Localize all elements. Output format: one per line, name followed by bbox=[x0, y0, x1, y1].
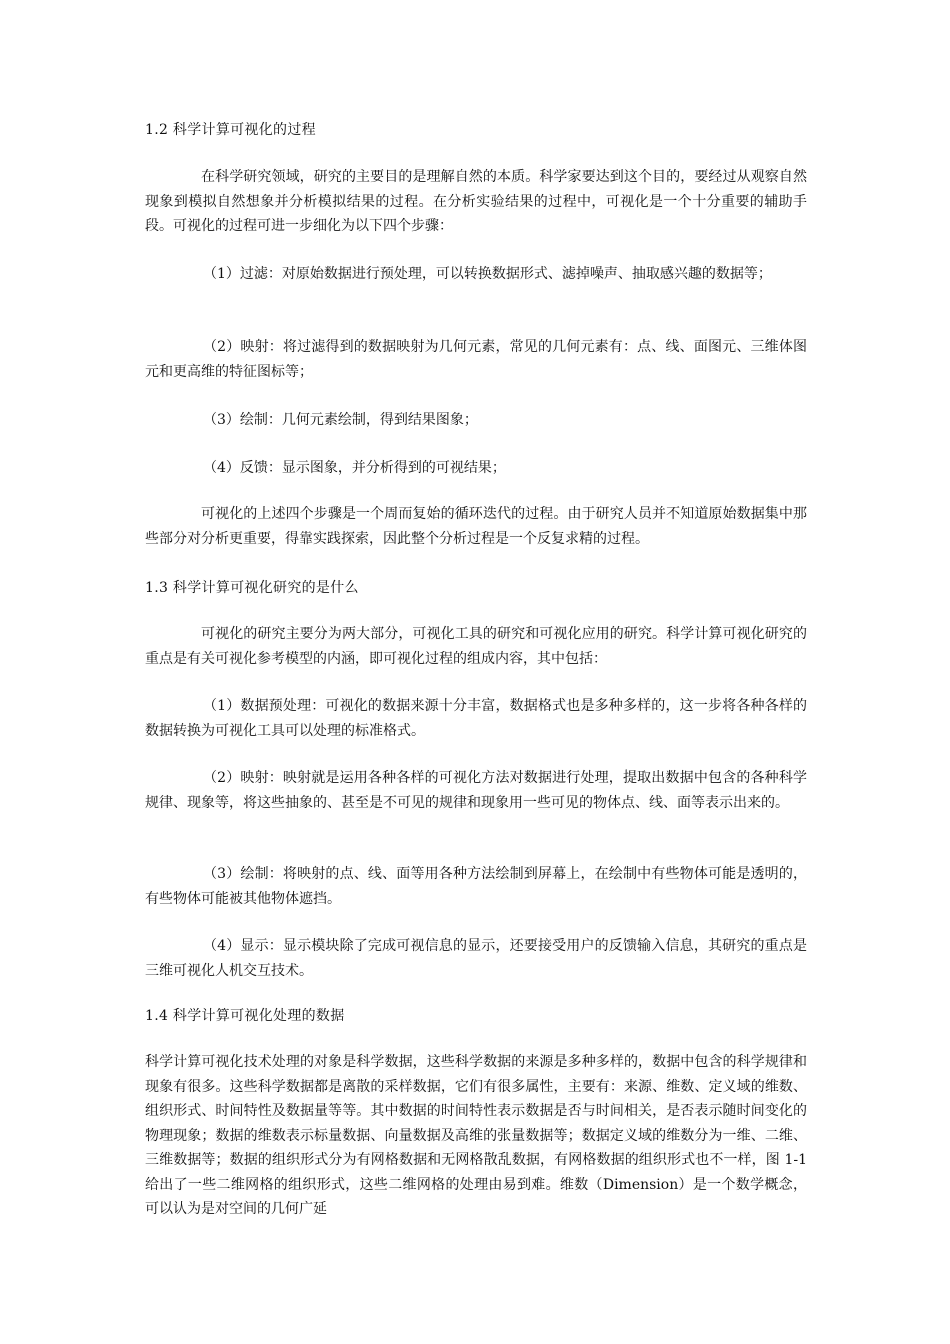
list-item-display: （4）显示：显示模块除了完成可视信息的显示，还要接受用户的反馈输入信息，其研究的重点是三维可视化人机交互技术。 bbox=[145, 938, 807, 979]
list-item-preprocess: （1）数据预处理：可视化的数据来源十分丰富，数据格式也是多种多样的，这一步将各种各样的数据转换为可视化工具可以处理的标准格式。 bbox=[145, 698, 807, 739]
section-heading-1-4: 1.4 科学计算可视化处理的数据 bbox=[145, 1008, 345, 1024]
section-heading-1-3: 1.3 科学计算可视化研究的是什么 bbox=[145, 580, 359, 596]
section-heading-1-2: 1.2 科学计算可视化的过程 bbox=[145, 122, 316, 138]
list-item-feedback: （4）反馈：显示图象，并分析得到的可视结果； bbox=[203, 460, 506, 476]
list-item-mapping-2: （2）映射：映射就是运用各种各样的可视化方法对数据进行处理，提取出数据中包含的各种科学规律、现象等，将这些抽象的、甚至是不可见的规律和现象用一些可见的物体点、线、面等表示出来的。 bbox=[145, 770, 807, 811]
paragraph-intro-1-3: 可视化的研究主要分为两大部分，可视化工具的研究和可视化应用的研究。科学计算可视化研究的重点是有关可视化参考模型的内涵，即可视化过程的组成内容，其中包括： bbox=[145, 626, 807, 667]
paragraph-intro-1-2: 在科学研究领域，研究的主要目的是理解自然的本质。科学家要达到这个目的，要经过从观察自然现象到模拟自然想象并分析模拟结果的过程。在分析实验结果的过程中，可视化是一个十分重要的辅助手段。可视化的过程可进一步细化为以下四个步骤： bbox=[145, 169, 807, 234]
list-item-mapping: （2）映射：将过滤得到的数据映射为几何元素，常见的几何元素有：点、线、面图元、三维体图元和更高维的特征图标等； bbox=[145, 339, 807, 380]
list-item-filter: （1）过滤：对原始数据进行预处理，可以转换数据形式、滤掉噪声、抽取感兴趣的数据等； bbox=[203, 266, 772, 282]
paragraph-outro-1-2: 可视化的上述四个步骤是一个周而复始的循环迭代的过程。由于研究人员并不知道原始数据集中那些部分对分析更重要，得靠实践探索，因此整个分析过程是一个反复求精的过程。 bbox=[145, 506, 807, 547]
list-item-rendering-2: （3）绘制：将映射的点、线、面等用各种方法绘制到屏幕上，在绘制中有些物体可能是透明的，有些物体可能被其他物体遮挡。 bbox=[145, 866, 807, 907]
paragraph-body-1-4: 科学计算可视化技术处理的对象是科学数据，这些科学数据的来源是多种多样的，数据中包含的科学规律和现象有很多。这些科学数据都是离散的采样数据，它们有很多属性，主要有：来源、维数、定义域的维数、组织形式、时间特性及数据量等等。其中数据的时间特性表示数据是否与时间相关，是否表示随时间变化的物理现象；数据的维数表示标量数据、向量数据及高维的张量数据等；数据定义域的维数分为一维、二维、三维数据等；数据的组织形式分为有网格数据和无网格散乱数据，有网格数据的组织形式也不一样，图 1-1 给出了一些二维网格的组织形式，这些二维网格的处理由易到难。维数（Dimension）是一个数学概念， 可以认为是对空间的几何广延 bbox=[145, 1054, 807, 1217]
list-item-rendering: （3）绘制：几何元素绘制，得到结果图象； bbox=[203, 412, 478, 428]
